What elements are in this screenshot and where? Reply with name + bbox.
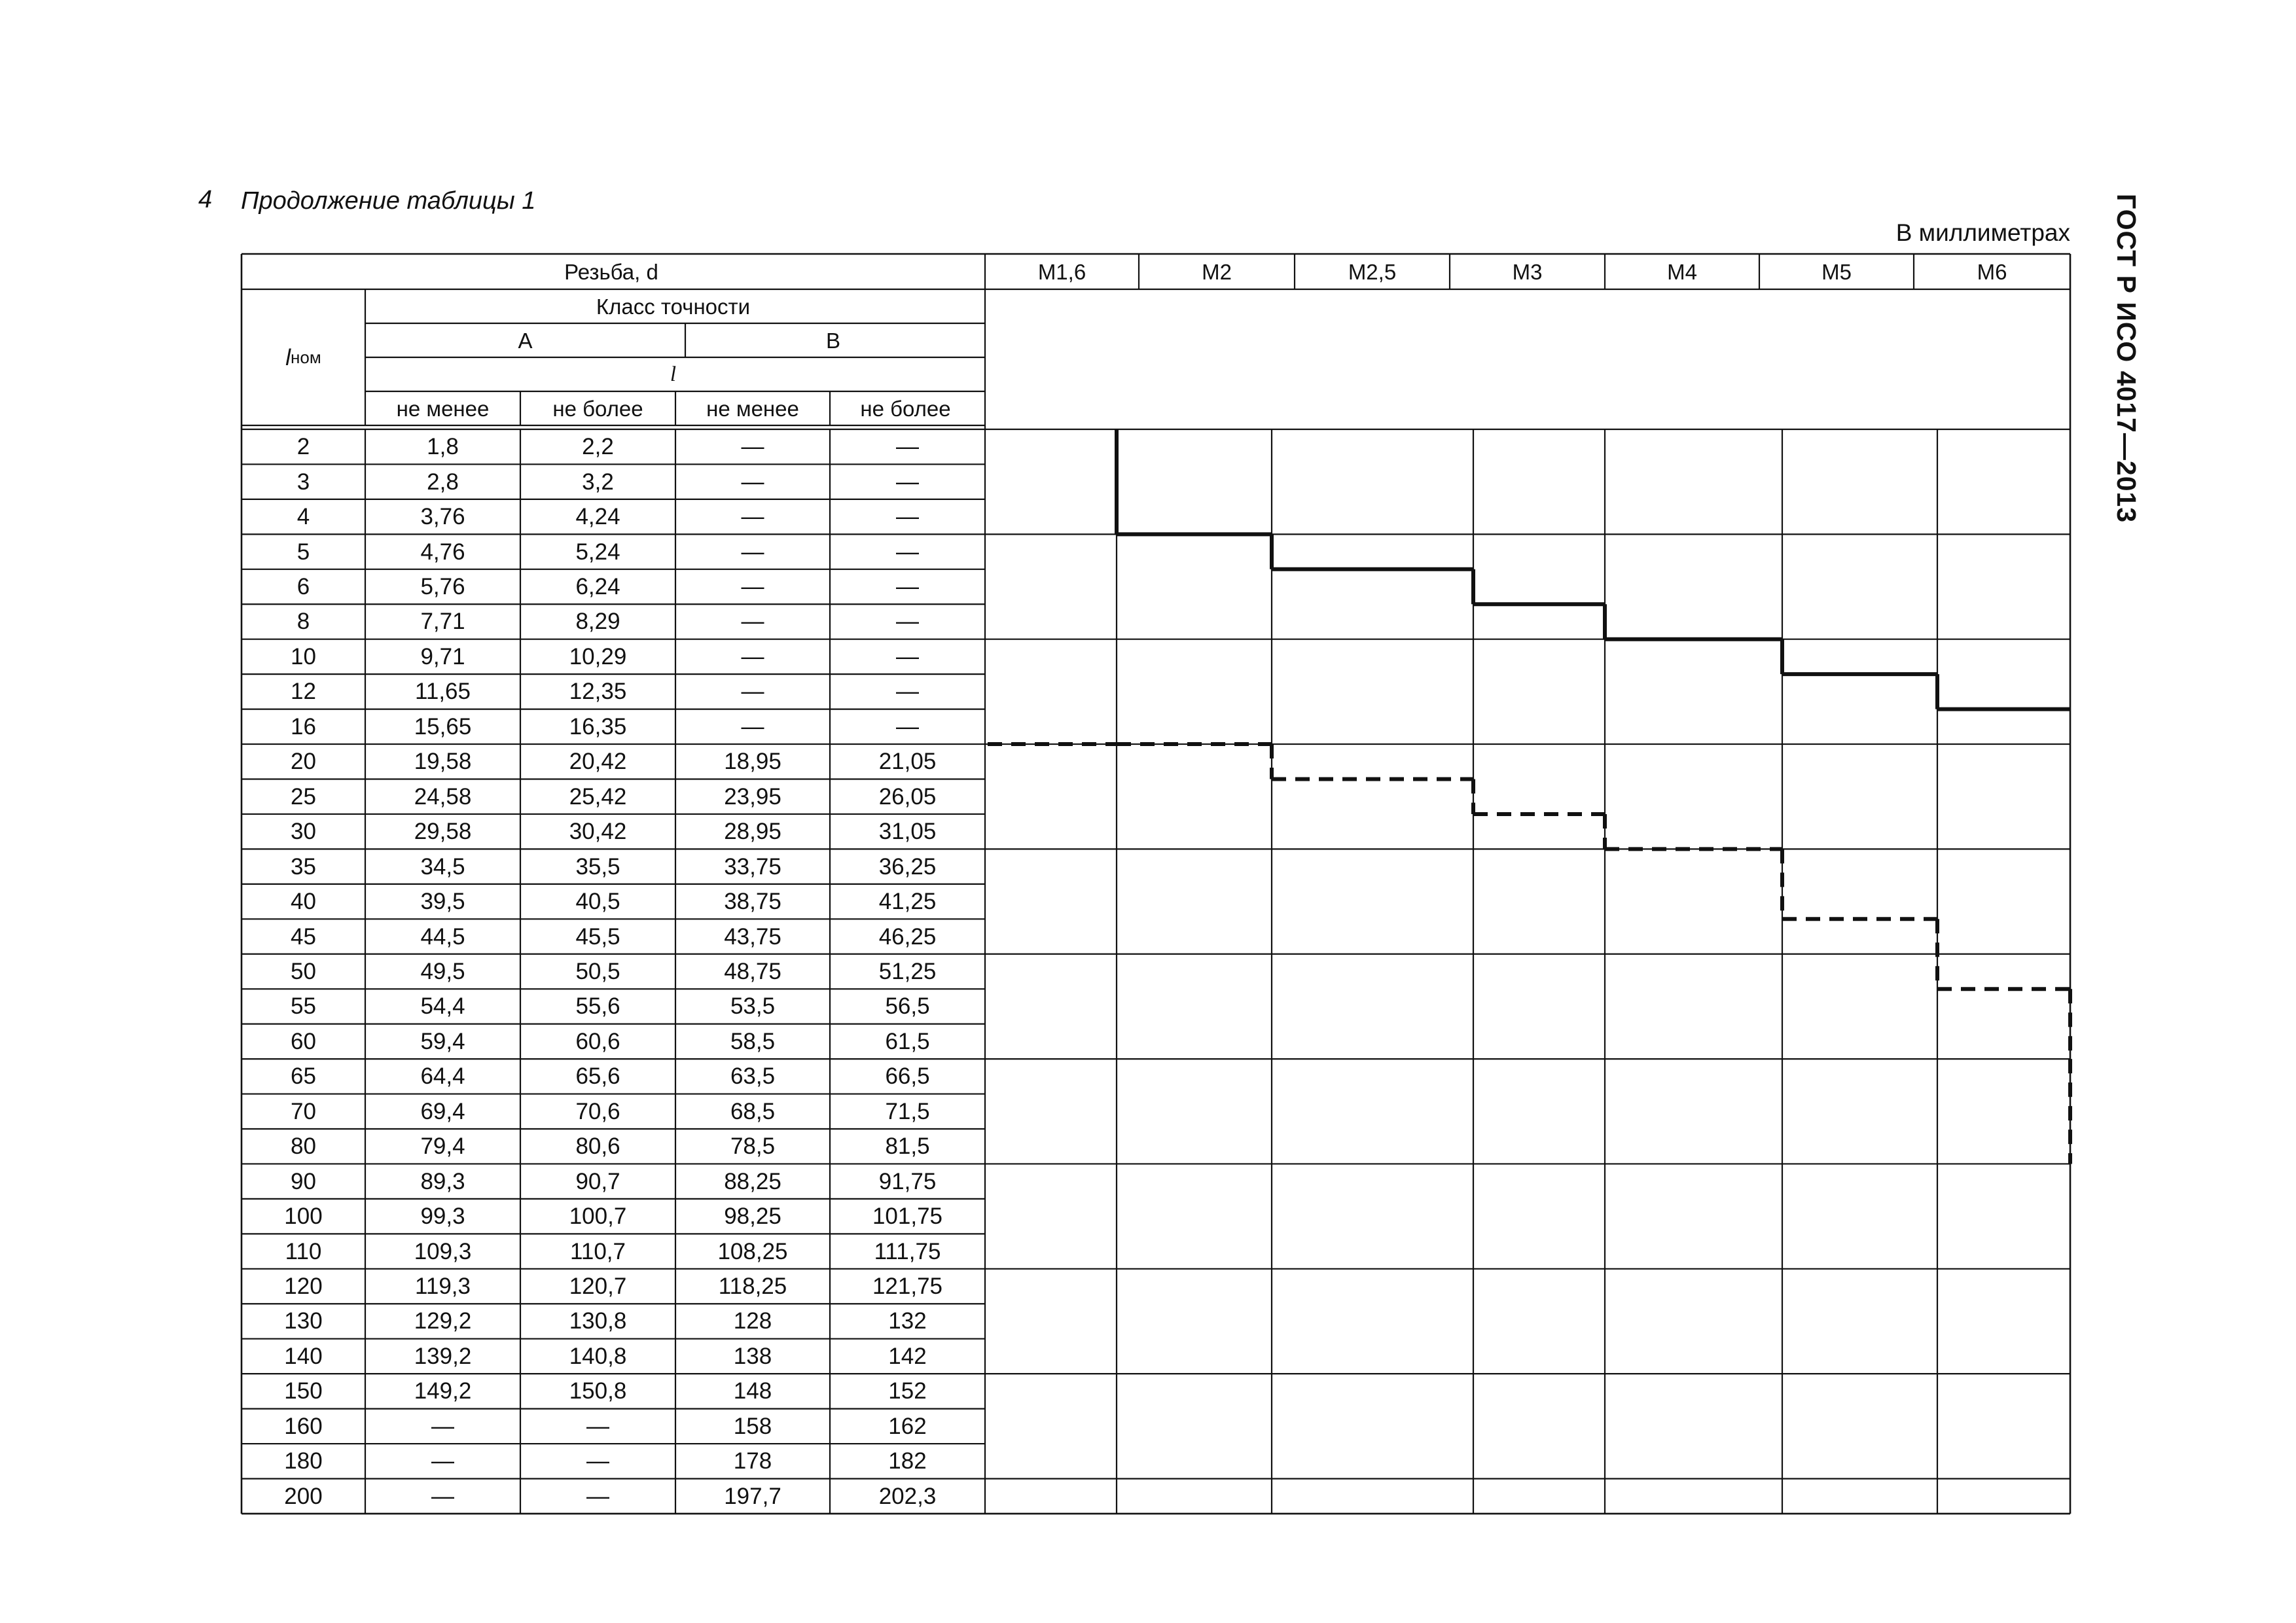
table-cell: 89,3 [420,1168,465,1194]
table-cell: 23,95 [724,783,781,810]
l-nom-header: l ном [285,344,321,370]
table-cell: 33,75 [724,853,781,880]
table-cell: 6,24 [575,574,620,600]
table-cell: — [741,434,764,460]
l-nom-value: 65 [291,1063,316,1090]
table-cell: — [431,1483,454,1509]
thread-size-7: M6 [1977,259,2007,284]
table-cell: 142 [888,1343,927,1369]
b-min-header: не менее [706,396,799,421]
table-cell: 51,25 [878,958,937,984]
l-nom-value: 200 [284,1483,323,1509]
table-cell: 40,5 [575,889,620,915]
table-cell: 130,8 [569,1308,627,1334]
table-cell: 7,71 [420,609,465,635]
table-cell: 64,4 [420,1063,465,1090]
table-cell: 50,5 [575,958,620,984]
table-cell: 24,58 [414,783,472,810]
table-cell: — [896,609,919,635]
l-nom-value: 40 [291,889,316,915]
table-cell: 139,2 [414,1343,472,1369]
l-nom-value: 100 [284,1204,323,1230]
table-cell: 150,8 [569,1378,627,1404]
table-cell: 98,25 [724,1204,781,1230]
table-cell: 197,7 [724,1483,781,1509]
table-cell: — [741,504,764,530]
table-cell: 28,95 [724,819,781,845]
table-cell: 91,75 [878,1168,937,1194]
table-cell: 31,05 [878,819,937,845]
table-cell: 39,5 [420,889,465,915]
table-cell: 71,5 [885,1098,930,1124]
table-cell: 158 [733,1413,772,1439]
table-cell: 152 [888,1378,927,1404]
table-cell: 5,24 [575,539,620,565]
l-nom-value: 35 [291,853,316,880]
table-cell: 148 [733,1378,772,1404]
l-nom-value: 25 [291,783,316,810]
units-note: В миллиметрах [1895,219,2070,246]
l-nom-value: 80 [291,1133,316,1160]
table-cell: — [741,643,764,669]
table-cell: 61,5 [885,1028,930,1054]
table-caption: Продолжение таблицы 1 [241,187,536,215]
accuracy-class-header: Класс точности [596,294,751,319]
table-cell: — [586,1448,609,1474]
table-cell: 9,71 [420,643,465,669]
table-cell: — [431,1448,454,1474]
table-cell: 16,35 [569,713,627,740]
table-cell: 111,75 [874,1238,941,1264]
table-cell: 110,7 [570,1238,626,1264]
table-cell: — [431,1413,454,1439]
thread-header: Резьба, d [564,259,658,284]
table-cell: 29,58 [414,819,472,845]
table-cell: 10,29 [569,643,627,669]
thread-size-6: M5 [1821,259,1852,284]
l-nom-value: 90 [291,1168,316,1194]
class-a-header: A [518,328,533,353]
l-nom-value: 130 [284,1308,323,1334]
table-cell: 99,3 [420,1204,465,1230]
table-cell: 12,35 [569,679,627,705]
table-cell: 41,25 [878,889,937,915]
l-nom-value: 160 [284,1413,323,1439]
table-cell: 44,5 [420,923,465,950]
table-cell: — [741,469,764,495]
table-cell: 80,6 [575,1133,620,1160]
table-cell: 48,75 [724,958,781,984]
table-cell: 90,7 [575,1168,620,1194]
l-nom-value: 30 [291,819,316,845]
thread-size-1: M1,6 [1037,259,1086,284]
table-cell: 38,75 [724,889,781,915]
l-nom-value: 3 [296,469,310,495]
b-max-header: не более [860,396,951,421]
table-cell: 88,25 [724,1168,781,1194]
thread-size-3: M2,5 [1348,259,1397,284]
a-min-header: не менее [396,396,490,421]
table-cell: 118,25 [718,1274,787,1300]
table-cell: 54,4 [420,993,465,1020]
l-nom-value: 60 [291,1028,316,1054]
table-cell: 65,6 [575,1063,620,1090]
l-header: l [670,362,677,386]
table-cell: 2,2 [582,434,614,460]
table-cell: 138 [733,1343,772,1369]
table-cell: — [896,574,919,600]
table-cell: 26,05 [878,783,937,810]
table-cell: 8,29 [575,609,620,635]
table-cell: 59,4 [420,1028,465,1054]
table-cell: 70,6 [575,1098,620,1124]
l-nom-value: 16 [291,713,316,740]
table-cell: 68,5 [730,1098,776,1124]
table-cell: — [741,574,764,600]
table-cell: 101,75 [872,1204,943,1230]
table-cell: 119,3 [415,1274,471,1300]
l-nom-value: 70 [291,1098,316,1124]
table-cell: 20,42 [569,749,627,775]
table-cell: 11,65 [415,679,471,705]
table-cell: 2,8 [427,469,459,495]
l-nom-value: 180 [284,1448,323,1474]
table-cell: 128 [733,1308,772,1334]
table-cell: 35,5 [575,853,620,880]
a-max-header: не более [552,396,643,421]
table-cell: 25,42 [569,783,627,810]
l-nom-value: 8 [296,609,310,635]
table-cell: 79,4 [420,1133,465,1160]
table-cell: 30,42 [569,819,627,845]
table-cell: 45,5 [575,923,620,950]
table-cell: — [896,679,919,705]
table-cell: 109,3 [414,1238,472,1264]
table-cell: 21,05 [878,749,937,775]
table-cell: 4,76 [420,539,465,565]
table-cell: 15,65 [414,713,472,740]
table-cell: — [896,504,919,530]
table-cell: — [741,609,764,635]
table-cell: 55,6 [575,993,620,1020]
l-nom-value: 120 [284,1274,323,1300]
l-nom-value: 10 [291,643,316,669]
table-cell: — [896,643,919,669]
table-cell: 108,25 [717,1238,788,1264]
table-cell: — [741,539,764,565]
table-cell: 3,76 [420,504,465,530]
table-cell: 4,24 [575,504,620,530]
table-cell: 202,3 [878,1483,937,1509]
table-cell: 63,5 [730,1063,776,1090]
standard-designation: ГОСТ Р ИСО 4017—2013 [2111,194,2142,524]
l-nom-value: 6 [296,574,310,600]
table-cell: — [896,539,919,565]
table-cell: 162 [888,1413,927,1439]
l-nom-value: 110 [285,1238,322,1264]
table-cell: 129,2 [414,1308,472,1334]
l-nom-value: 55 [291,993,316,1020]
table-cell: 43,75 [724,923,781,950]
table-cell: 5,76 [420,574,465,600]
table-cell: — [896,469,919,495]
table-cell: 69,4 [420,1098,465,1124]
l-nom-value: 4 [296,504,310,530]
table-cell: 19,58 [414,749,472,775]
table-cell: 121,75 [872,1274,943,1300]
table-cell: 140,8 [569,1343,627,1369]
l-nom-value: 5 [296,539,310,565]
table-cell: 3,2 [582,469,614,495]
table-cell: 100,7 [569,1204,627,1230]
l-nom-value: 20 [291,749,316,775]
l-nom-value: 140 [284,1343,323,1369]
table-cell: 58,5 [730,1028,776,1054]
l-nom-value: 12 [291,679,316,705]
table-cell: 178 [733,1448,772,1474]
table-cell: 1,8 [427,434,459,460]
table-cell: 53,5 [730,993,776,1020]
table-cell: — [586,1483,609,1509]
thread-size-4: M3 [1512,259,1543,284]
l-nom-value: 45 [291,923,316,950]
l-nom-value: 150 [284,1378,323,1404]
table-cell: 46,25 [878,923,937,950]
table-cell: — [741,713,764,740]
table-cell: 60,6 [575,1028,620,1054]
l-nom-value: 2 [296,434,310,460]
table-cell: 149,2 [414,1378,472,1404]
table-cell: 132 [888,1308,927,1334]
table-cell: 78,5 [730,1133,776,1160]
table-cell: 182 [888,1448,927,1474]
table-cell: — [896,713,919,740]
l-nom-value: 50 [291,958,316,984]
table-cell: — [586,1413,609,1439]
thread-size-2: M2 [1202,259,1232,284]
table-cell: 18,95 [724,749,781,775]
table-cell: 66,5 [885,1063,930,1090]
table-cell: — [741,679,764,705]
table-cell: 49,5 [420,958,465,984]
table-cell: 34,5 [420,853,465,880]
table-cell: 56,5 [885,993,930,1020]
table-cell: 36,25 [878,853,937,880]
table-cell: 81,5 [885,1133,930,1160]
page-number: 4 [198,186,213,213]
class-b-header: B [825,328,840,353]
table-cell: 120,7 [569,1274,627,1300]
thread-size-5: M4 [1667,259,1697,284]
table-cell: — [896,434,919,460]
